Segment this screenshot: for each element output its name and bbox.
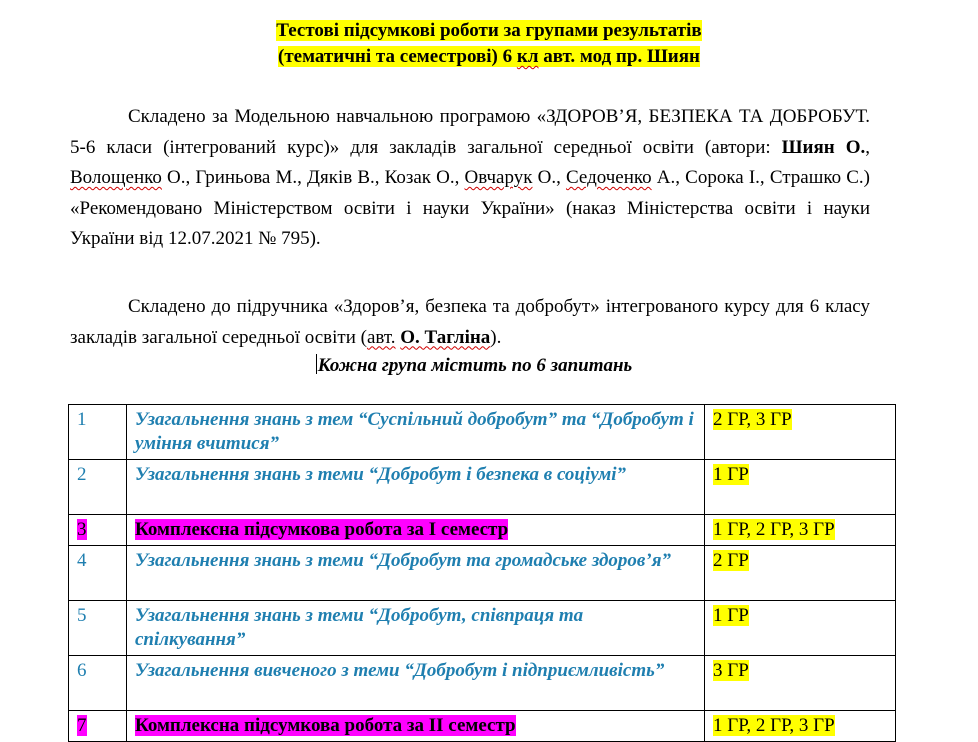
tests-table xyxy=(68,404,896,742)
row-number: 6 xyxy=(69,656,127,711)
author-shiyan: Шиян О. xyxy=(781,136,866,158)
author-taglina: О. Тагліна xyxy=(400,326,491,348)
row-number: 3 xyxy=(69,515,127,546)
document-title xyxy=(0,18,978,70)
row-number: 7 xyxy=(69,711,127,742)
textbook-paragraph: Складено до підручника «Здоров’я, безпека та добробут» інтегрованого курсу для 6 класу закладів загальної середньої освіти (авт. О. Тагліна). xyxy=(70,296,870,348)
author-sedochenko: Седоченко xyxy=(565,167,652,188)
row-groups: 2 ГР xyxy=(705,546,896,601)
title-line-2-post: авт. мод пр. Шиян xyxy=(538,46,700,67)
row-groups: 1 ГР, 2 ГР, 3 ГР xyxy=(705,515,896,546)
title-line-2 xyxy=(0,44,978,70)
row-number: 2 xyxy=(69,460,127,515)
table-row xyxy=(69,656,896,711)
author-ovcharuk: Овчарук xyxy=(464,167,533,188)
row-groups: 1 ГР, 2 ГР, 3 ГР xyxy=(705,711,896,742)
row-groups: 3 ГР xyxy=(705,656,896,711)
row-number: 5 xyxy=(69,601,127,656)
subtitle: Кожна група містить по 6 запитань xyxy=(317,355,633,376)
row-topic: Узагальнення вивченого з теми “Добробут і підприємливість” xyxy=(127,656,705,711)
row-number: 1 xyxy=(69,405,127,460)
row-groups: 1 ГР xyxy=(705,601,896,656)
table-row xyxy=(69,405,896,460)
row-topic: Комплексна підсумкова робота за І семестр xyxy=(127,515,705,546)
avt-abbrev: авт. xyxy=(366,326,396,348)
row-number: 4 xyxy=(69,546,127,601)
table-row xyxy=(69,711,896,742)
row-topic: Узагальнення знань з теми “Добробут та громадське здоров’я” xyxy=(127,546,705,601)
table-row xyxy=(69,515,896,546)
text-cursor xyxy=(316,354,317,374)
table-row xyxy=(69,546,896,601)
title-line-2-pre: (тематичні та семестрові) 6 xyxy=(278,46,517,67)
row-groups: 1 ГР xyxy=(705,460,896,515)
row-topic: Узагальнення знань з тем “Суспільний добробут” та “Добробут і уміння вчитися” xyxy=(127,405,705,460)
row-topic: Узагальнення знань з теми “Добробут і безпека в соціумі” xyxy=(127,460,705,515)
table-row xyxy=(69,460,896,515)
title-line-1: Тестові підсумкові роботи за групами результатів xyxy=(276,20,702,41)
row-topic: Узагальнення знань з теми “Добробут, співпраця та спілкування” xyxy=(127,601,705,656)
table-row xyxy=(69,601,896,656)
author-voloshchenko: Волощенко xyxy=(70,167,162,188)
row-groups: 2 ГР, 3 ГР xyxy=(705,405,896,460)
row-topic: Комплексна підсумкова робота за ІІ семестр xyxy=(127,711,705,742)
program-paragraph: Складено за Модельною навчальною програмою «ЗДОРОВ’Я, БЕЗПЕКА ТА ДОБРОБУТ. 5-6 класи (інтегрований курс)» для закладів загальної середньої освіти (автори: Шиян О., Волощенко О., Гриньова М., Дяків В., Козак О., Овчарук О., Седоченко А., Сорока І., Страшко С.) «Рекомендовано Міністерством освіти і науки України» (наказ Міністерства освіти і науки України від 12.07.2021 № 795). xyxy=(70,106,871,249)
title-kl: кл xyxy=(516,46,539,67)
